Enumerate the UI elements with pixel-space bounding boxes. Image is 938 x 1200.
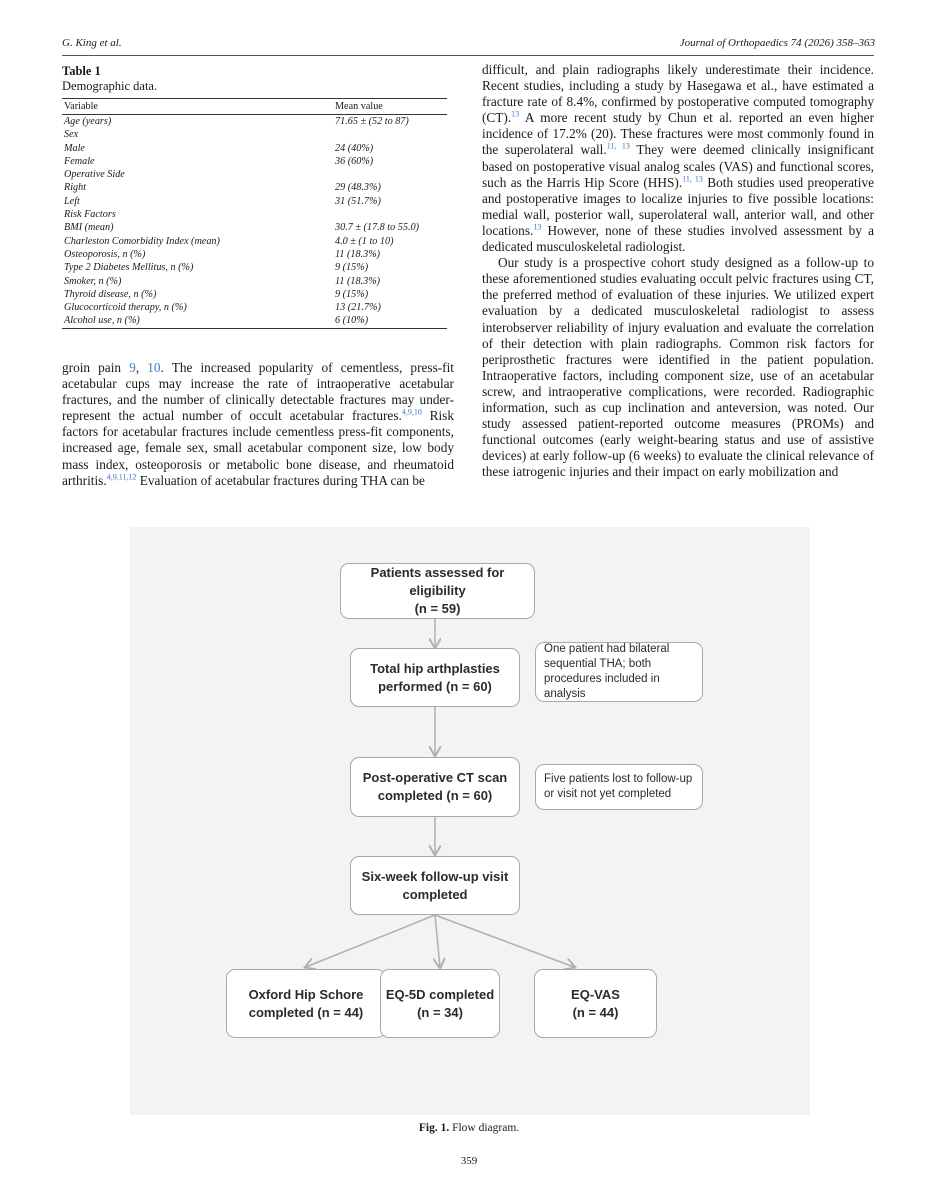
box-line: Six-week follow-up visit [361, 868, 509, 884]
variable-cell: Male [64, 142, 85, 154]
variable-cell: Thyroid disease, n (%) [64, 288, 157, 300]
value-cell: 9 (15%) [335, 262, 369, 274]
text-run: A more recent study by Chun et al. reported an even higher incidence of 17.2% (20). These fractures were most commonly found in the superolateral wall. [482, 110, 874, 158]
value-cell: 11 (18.3%) [335, 275, 381, 287]
figure-caption [0, 1122, 938, 1134]
reference-link[interactable]: 10 [147, 360, 161, 375]
value-cell [333, 168, 447, 181]
variable-cell: Charleston Comorbidity Index (mean) [64, 235, 220, 247]
value-cell: 30.7 ± (17.8 to 55.0) [335, 222, 419, 234]
table-row [62, 288, 447, 301]
bilateral-note-box [535, 642, 703, 702]
text-run: difficult, and plain radiographs likely underestimate their incidence. Recent studies, including a study by Hasegawa et al., have estimated a fracture rate of 8.4%, confirmed by postoperative computed tomography (CT). [482, 62, 874, 126]
box-line: Total hip arthplasties [370, 660, 500, 676]
value-cell: 6 (10%) [333, 314, 447, 328]
box-line: sequential THA; both [544, 658, 652, 670]
table-row [62, 181, 447, 194]
box-line: (n = 44) [572, 1004, 619, 1020]
ct-scan-box [350, 757, 520, 817]
table-row [62, 221, 447, 234]
box-line: Post-operative CT scan [362, 770, 508, 785]
text-run: However, none of these studies involved assessment by a dedicated musculoskeletal radiologist. [482, 222, 874, 255]
variable-cell: Risk Factors [64, 209, 116, 221]
table-row [62, 261, 447, 274]
running-header-journal: Journal of Orthopaedics 74 (2026) 358–363 [679, 37, 875, 49]
table-row [62, 155, 447, 168]
variable-cell: Age (years) [64, 116, 112, 127]
citation-link[interactable]: 13 [511, 109, 520, 119]
column-header-mean-value: Mean value [333, 99, 447, 115]
figure-caption-text: Flow diagram. [452, 1122, 520, 1134]
text-run: . The increased popularity of cementless, press-fit acetabular cups may increase the rate of intraoperative acetabular fractures, and the number of clinically detectable fractures may under-represent the actual number of occult acetabular fractures. [62, 360, 455, 424]
variable-cell: Osteoporosis, n (%) [64, 248, 146, 260]
value-cell [333, 128, 447, 141]
box-line: (n = 59) [414, 601, 461, 616]
table-row [62, 235, 447, 248]
page-number: 359 [460, 1155, 478, 1167]
oxford-hip-score-box [226, 969, 386, 1038]
running-header-authors: G. King et al. [62, 37, 122, 49]
citation-link[interactable]: 4,9,11,12 [106, 472, 137, 482]
box-line: completed [402, 886, 468, 902]
variable-cell: Smoker, n (%) [64, 275, 122, 287]
variable-cell: Right [64, 182, 87, 194]
value-cell: 31 (51.7%) [335, 195, 381, 207]
box-line: Five patients lost to follow-up [544, 773, 693, 785]
text-run: They were deemed clinically insignificant based on postoperative visual analog scales (VAS) and functional scores, such as the Harris Hip Score (HHS). [482, 142, 875, 190]
text-run: Evaluation of acetabular fractures during THA can be [136, 472, 425, 488]
eq5d-box [380, 969, 500, 1038]
value-cell: 13 (21.7%) [335, 302, 381, 314]
value-cell: 4.0 ± (1 to 10) [335, 235, 394, 247]
text-run: Risk factors for acetabular fractures include cementless press-fit components, increased age, female sex, small acetabular component size, low body mass index, osteoporosis or metabolic bone disease, and rheumatoid arthritis. [62, 408, 454, 488]
table-caption: Demographic data. [62, 79, 158, 93]
box-line: performed (n = 60) [378, 678, 492, 694]
table-row [62, 168, 447, 181]
left-column-text [62, 360, 454, 489]
table-row [62, 128, 447, 141]
citation-link[interactable]: 11, 13 [682, 174, 703, 184]
table-row [62, 248, 447, 261]
value-cell: 29 (48.3%) [335, 182, 381, 194]
paragraph [482, 62, 874, 255]
followup-visit-box [350, 856, 520, 915]
box-line: completed (n = 60) [377, 788, 493, 803]
demographic-table [62, 98, 447, 329]
arrow-connector [435, 915, 440, 967]
box-line: EQ-VAS [571, 986, 620, 1002]
box-line: procedures included in analysis [544, 673, 660, 700]
right-column-text [482, 62, 874, 480]
box-line: (n = 34) [417, 1004, 463, 1020]
value-cell: 71.65 ± (52 to 87) [335, 116, 409, 127]
table-row [62, 208, 447, 221]
box-line: completed (n = 44) [248, 1004, 364, 1020]
variable-cell: Type 2 Diabetes Mellitus, n (%) [64, 262, 194, 274]
arthroplasty-box [350, 648, 520, 707]
box-line: EQ-5D completed [385, 986, 495, 1002]
value-cell: 24 (40%) [335, 142, 374, 154]
paragraph [62, 360, 454, 489]
text-run: Both studies used preoperative and postoperative images to localize injuries to five possible locations: medial wall, posterior wall, superolateral wall, anterior wall, and other locations. [482, 174, 875, 238]
eq-vas-box [534, 969, 657, 1038]
table-row [62, 301, 447, 314]
table-row [62, 115, 447, 129]
text-run: groin pain [62, 360, 130, 375]
column-header-variable: Variable [62, 99, 333, 115]
reference-link[interactable]: 9 [129, 360, 136, 375]
value-cell: 9 (15%) [335, 288, 369, 300]
variable-cell: Alcohol use, n (%) [62, 314, 333, 328]
box-line: Patients assessed for eligibility [370, 565, 505, 598]
table-row [62, 314, 447, 328]
lost-to-followup-box [535, 764, 703, 810]
table-row [62, 195, 447, 208]
header-rule [62, 55, 874, 56]
variable-cell: Operative Side [64, 169, 125, 181]
box-line: Oxford Hip Schore [248, 986, 364, 1002]
arrow-connector [435, 915, 574, 967]
citation-link[interactable]: 11, 13 [606, 142, 630, 152]
flow-diagram [130, 527, 810, 1115]
citation-link[interactable]: 13 [533, 222, 542, 232]
citation-link[interactable]: 4,9,10 [401, 407, 422, 417]
variable-cell: Glucocorticoid therapy, n (%) [64, 302, 187, 314]
value-cell [333, 208, 447, 221]
variable-cell: Left [64, 195, 80, 207]
variable-cell: Sex [64, 129, 79, 141]
arrow-connector [306, 915, 435, 967]
eligibility-box [340, 563, 535, 619]
table-row [62, 142, 447, 155]
box-line: or visit not yet completed [544, 788, 672, 800]
value-cell: 11 (18.3%) [335, 248, 381, 260]
variable-cell: Female [64, 155, 95, 167]
value-cell: 36 (60%) [335, 155, 374, 167]
variable-cell: BMI (mean) [64, 222, 114, 234]
table-row [62, 275, 447, 288]
paragraph: Our study is a prospective cohort study designed as a follow-up to these aforementioned studies evaluating occult pelvic fractures using CT, the preferred method of evaluation of these injuries. We utilized expert evaluation by a dedicated musculoskeletal radiologist to assess interobserver reliability of injury evaluation and evaluate the correlation of their detection with plain radiographs. Common risk factors for periprosthetic fractures were identified in the patient population. Intraoperative factors, including component size, use of an acetabular screw, and intraoperative complications, were recorded. Radiographic information, such as cup inclination and anteversion, was noted. Our study assessed patient-reported outcome measures (PROMs) and functional outcomes (early weight-bearing status and use of assistive devices) at early follow-up (6 weeks) to evaluate the clinical relevance of these iatrogenic injuries and their impact on early mobilization and [482, 255, 874, 480]
demographic-table-block [62, 64, 447, 329]
figure-label: Fig. 1. [418, 1122, 450, 1134]
text-run: , [135, 360, 148, 375]
table-title: Table 1 [62, 64, 101, 78]
box-line: One patient had bilateral [544, 643, 670, 655]
